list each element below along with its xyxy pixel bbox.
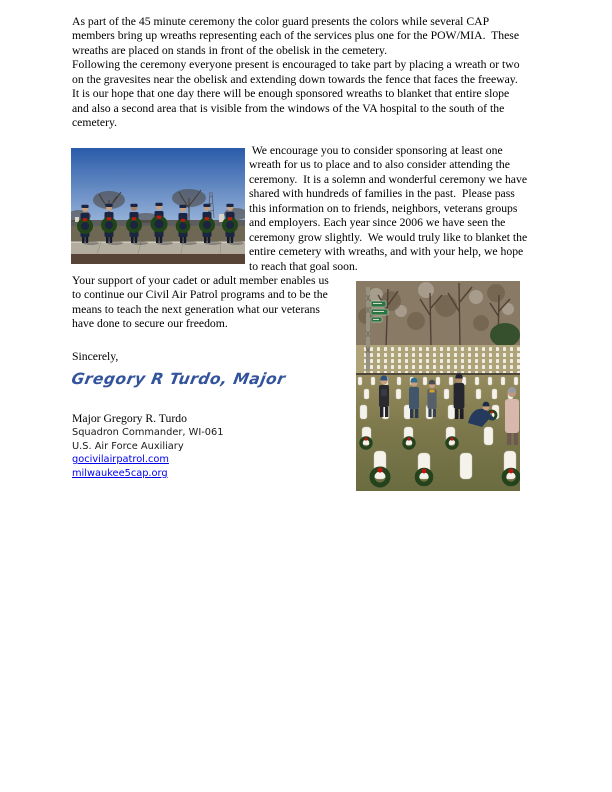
text-line: on the gravesites near the obelisk and extending down towards the fence that faces the freeway. xyxy=(72,72,518,86)
signer-name: Major Gregory R. Turdo xyxy=(72,412,187,425)
text-line: to reach that goal soon. xyxy=(249,259,358,273)
text-line: have done to secure our freedom. xyxy=(72,317,228,331)
text-line: and also a second area that is visible from the windows of the VA hospital to the south of the xyxy=(72,101,505,115)
intro-paragraphs xyxy=(72,15,552,131)
gocivilairpatrol-link[interactable]: gocivilairpatrol.com xyxy=(72,454,169,466)
text-line: ceremony grow slightly. We would truly like to blanket the xyxy=(249,230,528,244)
text-line: cemetery. xyxy=(72,116,117,130)
text-line: means to teach the next generation what our veterans xyxy=(72,302,320,316)
text-line: As part of the 45 minute ceremony the color guard presents the colors while several CAP xyxy=(72,15,490,28)
cemetery-headstones-wreaths-photo xyxy=(356,281,520,491)
text-line: shared with hundreds of families in the past. Please pass xyxy=(249,187,515,201)
closing-sincerely xyxy=(72,350,118,363)
text-line: wreaths are placed on stands in front of the obelisk in the cemetery. xyxy=(72,43,388,57)
text-line: ceremony. It is a solemn and wonderful ceremony we have xyxy=(249,172,528,186)
text-line: Your support of your cadet or adult member enables us xyxy=(72,274,329,287)
paragraph-following xyxy=(72,58,552,130)
signer-org: U.S. Air Force Auxiliary xyxy=(72,440,184,452)
handwritten-signature: Gregory R Turdo, Major xyxy=(70,370,288,388)
text-line: and employers. Each year since 2006 we have seen the xyxy=(249,216,506,230)
paragraph-ceremony xyxy=(72,15,552,58)
sponsor-paragraph xyxy=(249,144,555,274)
milwaukee5cap-link[interactable]: milwaukee5cap.org xyxy=(72,467,168,479)
text-line: members bring up wreaths representing each of the services plus one for the POW/MIA. These xyxy=(72,29,520,43)
text-line: entire cemetery with wreaths, and with your help, we hope xyxy=(249,245,524,259)
text-line: this information on to friends, neighbors, veterans groups xyxy=(249,201,518,215)
signature-block xyxy=(72,412,223,480)
closing-text: Sincerely, xyxy=(72,350,119,363)
text-line: It is our hope that one day there will be enough sponsored wreaths to blanket that entire slope xyxy=(72,87,510,101)
text-line: Following the ceremony everyone present is encouraged to take part by placing a wreath or two xyxy=(72,58,520,72)
support-paragraph xyxy=(72,274,362,332)
color-guard-wreaths-photo xyxy=(71,148,245,264)
text-line: wreath for us to place and to also consider attending the xyxy=(249,158,510,172)
text-line: We encourage you to consider sponsoring at least one xyxy=(249,144,503,157)
signer-title: Squadron Commander, WI-061 xyxy=(72,427,224,438)
text-line: to continue our Civil Air Patrol programs and to be the xyxy=(72,288,328,302)
